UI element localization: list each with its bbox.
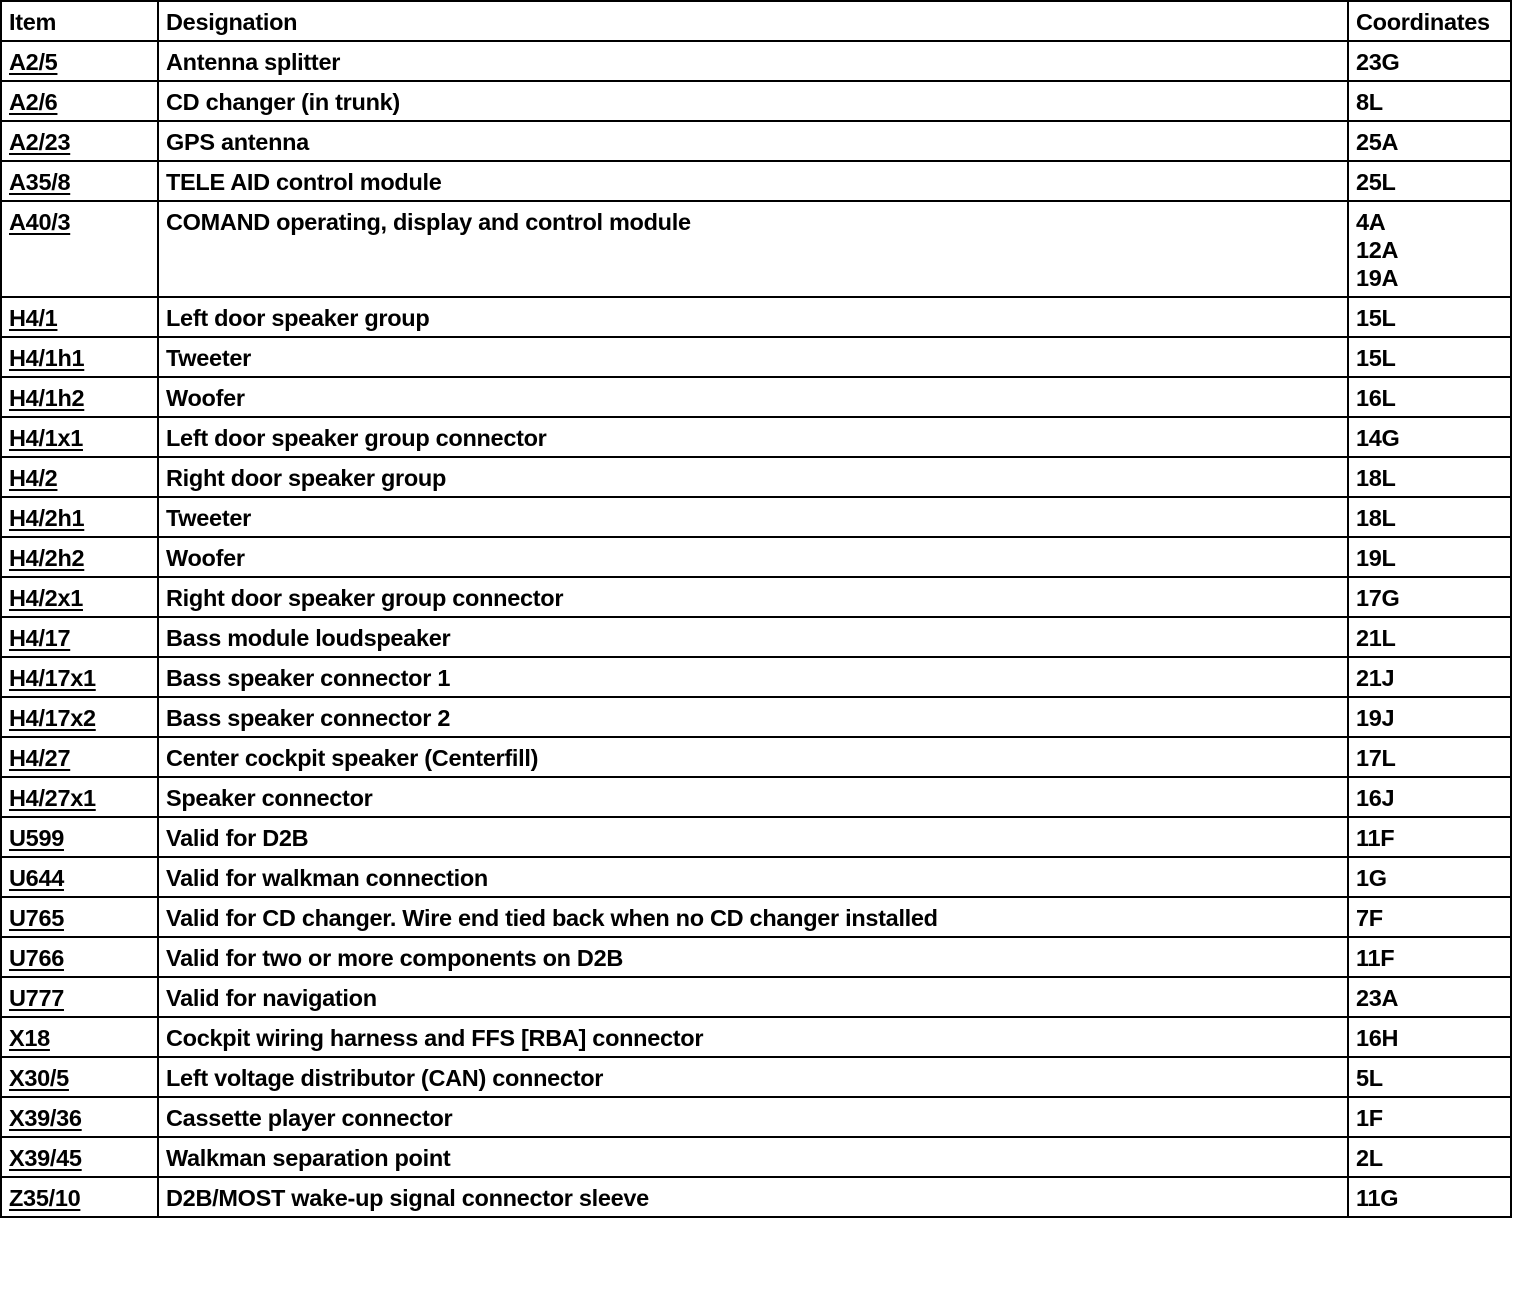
table-row [1,161,1511,201]
coordinate-value: 21J [1356,665,1395,691]
designation-cell: GPS antenna [158,121,1348,161]
table-row [1,537,1511,577]
coordinates-cell [1348,201,1511,297]
item-cell [1,1137,158,1177]
coordinates-cell [1348,297,1511,337]
designation-cell: Left door speaker group connector [158,417,1348,457]
item-link[interactable]: U599 [9,825,64,851]
coordinate-value: 19L [1356,545,1396,571]
table-body [1,41,1511,1217]
item-cell [1,1017,158,1057]
item-cell [1,417,158,457]
coordinates-cell [1348,1097,1511,1137]
item-cell [1,121,158,161]
coordinates-cell [1348,657,1511,697]
coordinates-cell [1348,537,1511,577]
item-link[interactable]: H4/27 [9,745,71,771]
item-link[interactable]: A2/23 [9,129,71,155]
item-link[interactable]: H4/2h2 [9,545,85,571]
coordinate-value: 2L [1356,1145,1383,1171]
table-row [1,1097,1511,1137]
coordinates-cell [1348,1017,1511,1057]
designation-cell: Bass speaker connector 2 [158,697,1348,737]
item-link[interactable]: X30/5 [9,1065,69,1091]
item-cell [1,377,158,417]
header-item: Item [1,1,158,41]
item-link[interactable]: Z35/10 [9,1185,81,1211]
designation-cell: Left door speaker group [158,297,1348,337]
coordinate-value: 12A [1356,237,1399,263]
item-link[interactable]: H4/27x1 [9,785,96,811]
coordinate-value: 1G [1356,865,1387,891]
coordinate-value: 8L [1356,89,1383,115]
item-cell [1,457,158,497]
coordinate-value: 17G [1356,585,1400,611]
coordinate-value: 11F [1356,825,1395,851]
coordinates-cell [1348,617,1511,657]
table-row [1,297,1511,337]
item-link[interactable]: X18 [9,1025,50,1051]
coordinate-value: 14G [1356,425,1400,451]
coordinate-value: 19A [1356,265,1399,291]
coordinate-value: 5L [1356,1065,1383,1091]
coordinates-cell [1348,977,1511,1017]
coordinate-value: 18L [1356,505,1396,531]
header-designation: Designation [158,1,1348,41]
item-cell [1,81,158,121]
table-row [1,577,1511,617]
coordinate-value: 23A [1356,985,1399,1011]
designation-cell: Tweeter [158,337,1348,377]
coordinate-value: 11F [1356,945,1395,971]
item-link[interactable]: H4/1h2 [9,385,85,411]
coordinates-cell [1348,897,1511,937]
table-row [1,121,1511,161]
designation-cell: Center cockpit speaker (Centerfill) [158,737,1348,777]
item-cell [1,537,158,577]
designation-cell: Valid for navigation [158,977,1348,1017]
item-cell [1,297,158,337]
item-cell [1,937,158,977]
designation-cell: Valid for two or more components on D2B [158,937,1348,977]
table-row [1,777,1511,817]
coordinate-value: 4A [1356,209,1386,235]
item-link[interactable]: H4/17x1 [9,665,96,691]
table-row [1,617,1511,657]
table-row [1,337,1511,377]
coordinate-value: 15L [1356,305,1396,331]
item-link[interactable]: H4/1x1 [9,425,83,451]
coordinates-cell [1348,41,1511,81]
item-link[interactable]: H4/17x2 [9,705,96,731]
table-row [1,1057,1511,1097]
item-cell [1,1177,158,1217]
item-link[interactable]: H4/2x1 [9,585,83,611]
coordinates-cell [1348,81,1511,121]
item-cell [1,1057,158,1097]
item-cell [1,857,158,897]
coordinate-value: 15L [1356,345,1396,371]
table-row [1,1017,1511,1057]
item-cell [1,697,158,737]
designation-cell: Right door speaker group [158,457,1348,497]
designation-cell: Woofer [158,377,1348,417]
table-row [1,457,1511,497]
item-link[interactable]: H4/1h1 [9,345,85,371]
designation-cell: Speaker connector [158,777,1348,817]
designation-cell: CD changer (in trunk) [158,81,1348,121]
coordinates-cell [1348,777,1511,817]
coordinate-value: 16H [1356,1025,1399,1051]
designation-cell: TELE AID control module [158,161,1348,201]
item-cell [1,41,158,81]
coordinate-value: 18L [1356,465,1396,491]
table-row [1,977,1511,1017]
coordinate-value: 16L [1356,385,1396,411]
item-link[interactable]: A2/5 [9,49,58,75]
table-row [1,857,1511,897]
designation-cell: Left voltage distributor (CAN) connector [158,1057,1348,1097]
coordinate-value: 21L [1356,625,1396,651]
table-row [1,81,1511,121]
item-link[interactable]: U777 [9,985,64,1011]
coordinate-value: 25L [1356,169,1396,195]
item-link[interactable]: A40/3 [9,209,71,235]
table-row [1,657,1511,697]
item-cell [1,737,158,777]
item-link[interactable]: U765 [9,905,64,931]
item-link[interactable]: A2/6 [9,89,58,115]
item-cell [1,977,158,1017]
header-row [1,1,1511,41]
table-row [1,1177,1511,1217]
item-link[interactable]: H4/17 [9,625,71,651]
item-link[interactable]: H4/2h1 [9,505,85,531]
designation-cell: Cockpit wiring harness and FFS [RBA] connector [158,1017,1348,1057]
designation-cell: Walkman separation point [158,1137,1348,1177]
item-cell [1,577,158,617]
coordinates-cell [1348,1177,1511,1217]
coordinates-cell [1348,457,1511,497]
coordinates-cell [1348,817,1511,857]
item-cell [1,201,158,297]
designation-cell: COMAND operating, display and control module [158,201,1348,297]
table-row [1,41,1511,81]
designation-cell: Valid for walkman connection [158,857,1348,897]
designation-cell: Valid for CD changer. Wire end tied back when no CD changer installed [158,897,1348,937]
table-row [1,1137,1511,1177]
table-row [1,377,1511,417]
coordinates-cell [1348,417,1511,457]
item-cell [1,497,158,537]
designation-cell: Cassette player connector [158,1097,1348,1137]
coordinates-cell [1348,937,1511,977]
coordinate-value: 19J [1356,705,1395,731]
coordinate-value: 16J [1356,785,1395,811]
designation-cell: Tweeter [158,497,1348,537]
item-cell [1,617,158,657]
item-link[interactable]: H4/1 [9,305,58,331]
table-row [1,697,1511,737]
coordinates-cell [1348,377,1511,417]
designation-cell: Woofer [158,537,1348,577]
designation-cell: Valid for D2B [158,817,1348,857]
table-row [1,497,1511,537]
coordinates-cell [1348,497,1511,537]
designation-cell: Bass speaker connector 1 [158,657,1348,697]
coordinates-cell [1348,697,1511,737]
coordinate-value: 1F [1356,1105,1383,1131]
table-row [1,817,1511,857]
designation-cell: D2B/MOST wake-up signal connector sleeve [158,1177,1348,1217]
item-cell [1,817,158,857]
designation-cell: Bass module loudspeaker [158,617,1348,657]
item-cell [1,897,158,937]
table-row [1,737,1511,777]
coordinates-cell [1348,857,1511,897]
item-link[interactable]: U644 [9,865,64,891]
item-cell [1,1097,158,1137]
table-row [1,897,1511,937]
header-coordinates: Coordinates [1348,1,1511,41]
table-row [1,201,1511,297]
coordinates-cell [1348,577,1511,617]
item-link[interactable]: X39/36 [9,1105,82,1131]
item-link[interactable]: H4/2 [9,465,58,491]
designation-cell: Antenna splitter [158,41,1348,81]
item-link[interactable]: U766 [9,945,64,971]
coordinate-value: 23G [1356,49,1400,75]
table-row [1,417,1511,457]
coordinates-cell [1348,1137,1511,1177]
item-cell [1,161,158,201]
item-link[interactable]: A35/8 [9,169,71,195]
coordinate-value: 7F [1356,905,1383,931]
coordinates-cell [1348,161,1511,201]
item-cell [1,337,158,377]
coordinate-value: 11G [1356,1185,1399,1211]
item-cell [1,777,158,817]
coordinate-value: 25A [1356,129,1399,155]
coordinates-cell [1348,121,1511,161]
item-cell [1,657,158,697]
table-row [1,937,1511,977]
coordinates-cell [1348,337,1511,377]
coordinate-value: 17L [1356,745,1396,771]
item-link[interactable]: X39/45 [9,1145,82,1171]
coordinates-cell [1348,737,1511,777]
coordinates-cell [1348,1057,1511,1097]
designation-cell: Right door speaker group connector [158,577,1348,617]
